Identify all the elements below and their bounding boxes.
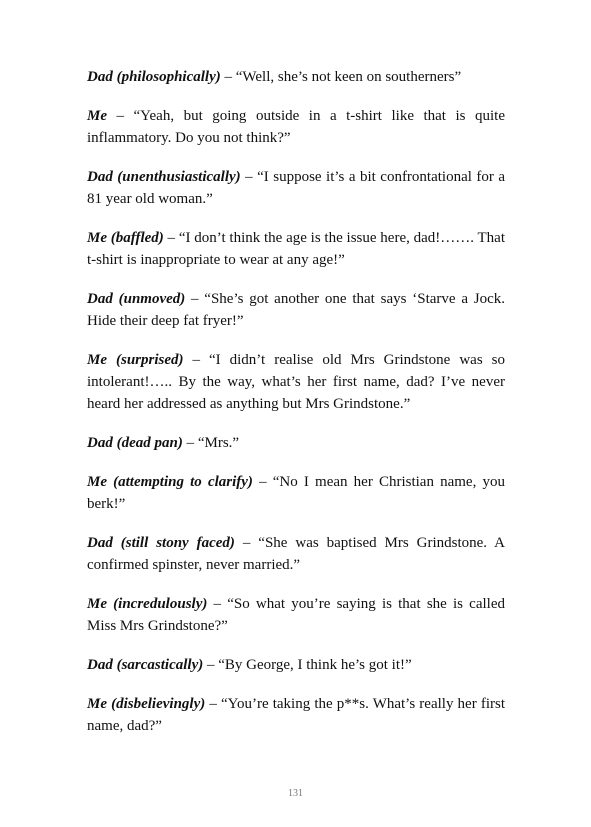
page-number: 131: [288, 788, 303, 799]
dialogue-line: [87, 532, 505, 576]
dialogue-text: – “So what you’re saying is that she is called Miss Mrs Grindstone?”: [87, 596, 505, 634]
dialogue-text: – “She was baptised Mrs Grindstone. A confirmed spinster, never married.”: [87, 535, 505, 573]
dialogue-text: – “You’re taking the p**s. What’s really her first name, dad?”: [87, 696, 505, 734]
dialogue-line: [87, 654, 505, 676]
speaker-label: Me (disbelievingly): [87, 696, 206, 712]
speaker-label: Dad (dead pan): [87, 435, 183, 451]
dialogue-text: – “I don’t think the age is the issue here, dad!……. That t-shirt is inappropriate to wear at any age!”: [87, 230, 506, 268]
page-text: [87, 66, 505, 754]
speaker-label: Me (incredulously): [87, 596, 208, 612]
speaker-label: Me (attempting to clarify): [87, 474, 253, 490]
dialogue-line: [87, 288, 505, 332]
dialogue-text: – “Mrs.”: [182, 435, 240, 451]
dialogue-text: – “She’s got another one that says ‘Starve a Jock. Hide their deep fat fryer!”: [87, 291, 505, 329]
dialogue-text: – “Well, she’s not keen on southerners”: [220, 69, 462, 85]
dialogue-text: – “I suppose it’s a bit confrontational for a 81 year old woman.”: [87, 169, 506, 207]
speaker-label: Dad (sarcastically): [87, 657, 204, 673]
dialogue-text: – “No I mean her Christian name, you berk!”: [87, 474, 505, 512]
dialogue-line: [87, 349, 505, 415]
dialogue-text: – “Yeah, but going outside in a t-shirt like that is quite inflammatory. Do you not think?”: [87, 108, 505, 146]
dialogue-line: [87, 105, 505, 149]
dialogue-line: [87, 66, 505, 88]
dialogue-line: [87, 593, 505, 637]
dialogue-line: [87, 227, 505, 271]
dialogue-line: [87, 471, 505, 515]
dialogue-line: [87, 166, 505, 210]
speaker-label: Dad (philosophically): [87, 69, 221, 85]
speaker-label: Me: [87, 108, 107, 124]
speaker-label: Me (baffled): [87, 230, 164, 246]
speaker-label: Me (surprised): [87, 352, 184, 368]
speaker-label: Dad (still stony faced): [87, 535, 235, 551]
speaker-label: Dad (unenthusiastically): [87, 169, 241, 185]
dialogue-text: – “I didn’t realise old Mrs Grindstone was so intolerant!….. By the way, what’s her first name, dad? I’ve never heard her addressed as anything but Mrs Grindstone.”: [87, 352, 505, 412]
dialogue-text: – “By George, I think he’s got it!”: [203, 657, 412, 673]
dialogue-line: [87, 432, 505, 454]
dialogue-line: [87, 693, 505, 737]
speaker-label: Dad (unmoved): [87, 291, 186, 307]
